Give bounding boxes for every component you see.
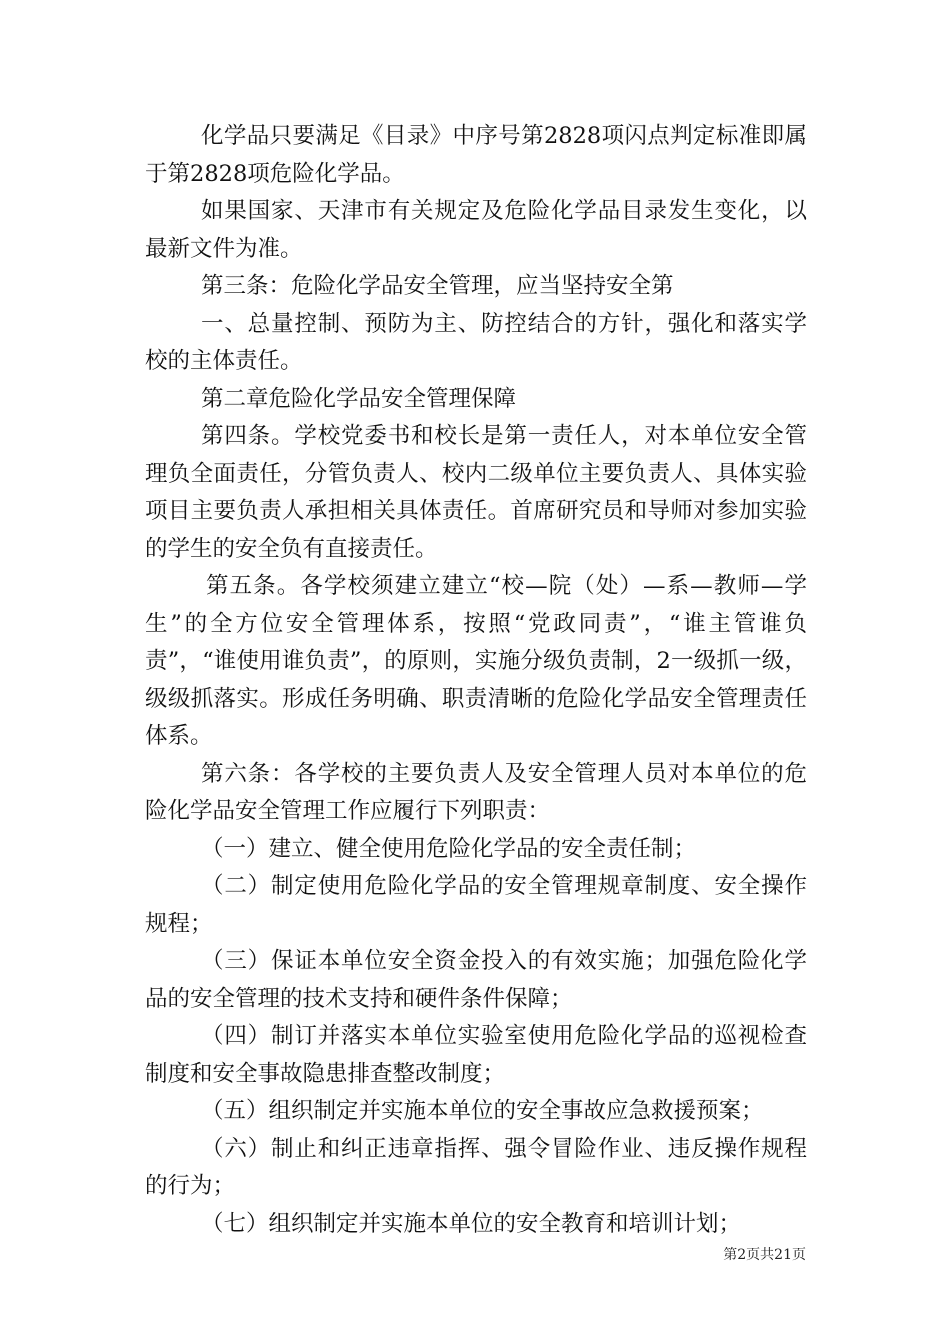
paragraph: 第三条：危险化学品安全管理，应当坚持安全第: [201, 273, 674, 299]
list-item: （二）制定使用危险化学品的安全管理规章制度、安全操作规程；: [145, 873, 807, 937]
paragraph: 第五条。各学校须建立建立“校—院（处）—系—教师—学生”的全方位安全管理体系，按照“党政同责”，“谁主管谁负责”，“谁使用谁负责”，的原则，实施分级负责制，2一级抓一级，级级抓落实。形成任务明确、职责清晰的危险化学品安全管理责任体系。: [145, 573, 807, 749]
paragraph: 一、总量控制、预防为主、防控结合的方针，强化和落实学校的主体责任。: [145, 310, 807, 374]
list-item: （七）组织制定并实施本单位的安全教育和培训计划；: [201, 1210, 742, 1237]
list-item: （一）建立、健全使用危险化学品的安全责任制；: [201, 835, 697, 862]
paragraph: 化学品只要满足《目录》中序号第2828项闪点判定标准即属于第2828项危险化学品。: [145, 123, 807, 187]
paragraph: 第六条：各学校的主要负责人及安全管理人员对本单位的危险化学品安全管理工作应履行下列职责：: [145, 760, 807, 824]
list-item: （四）制订并落实本单位实验室使用危险化学品的巡视检查制度和安全事故隐患排查整改制度；: [145, 1023, 807, 1087]
list-item: （六）制止和纠正违章指挥、强令冒险作业、违反操作规程的行为；: [145, 1135, 807, 1199]
list-item: （五）组织制定并实施本单位的安全事故应急救援预案；: [201, 1098, 764, 1124]
paragraph: 第四条。学校党委书和校长是第一责任人，对本单位安全管理负全面责任，分管负责人、校内二级单位主要负责人、具体实验项目主要负责人承担相关具体责任。首席研究员和导师对参加实验的学生的安全负有直接责任。: [145, 423, 807, 562]
paragraph: 如果国家、天津市有关规定及危险化学品目录发生变化，以最新文件为准。: [145, 198, 807, 262]
document-body: [145, 118, 807, 1243]
chapter-heading: 第二章危险化学品安全管理保障: [201, 385, 517, 412]
list-item: （三）保证本单位安全资金投入的有效实施；加强危险化学品的安全管理的技术支持和硬件条件保障；: [145, 948, 807, 1012]
page-number: 第2页共21页: [723, 1247, 806, 1263]
